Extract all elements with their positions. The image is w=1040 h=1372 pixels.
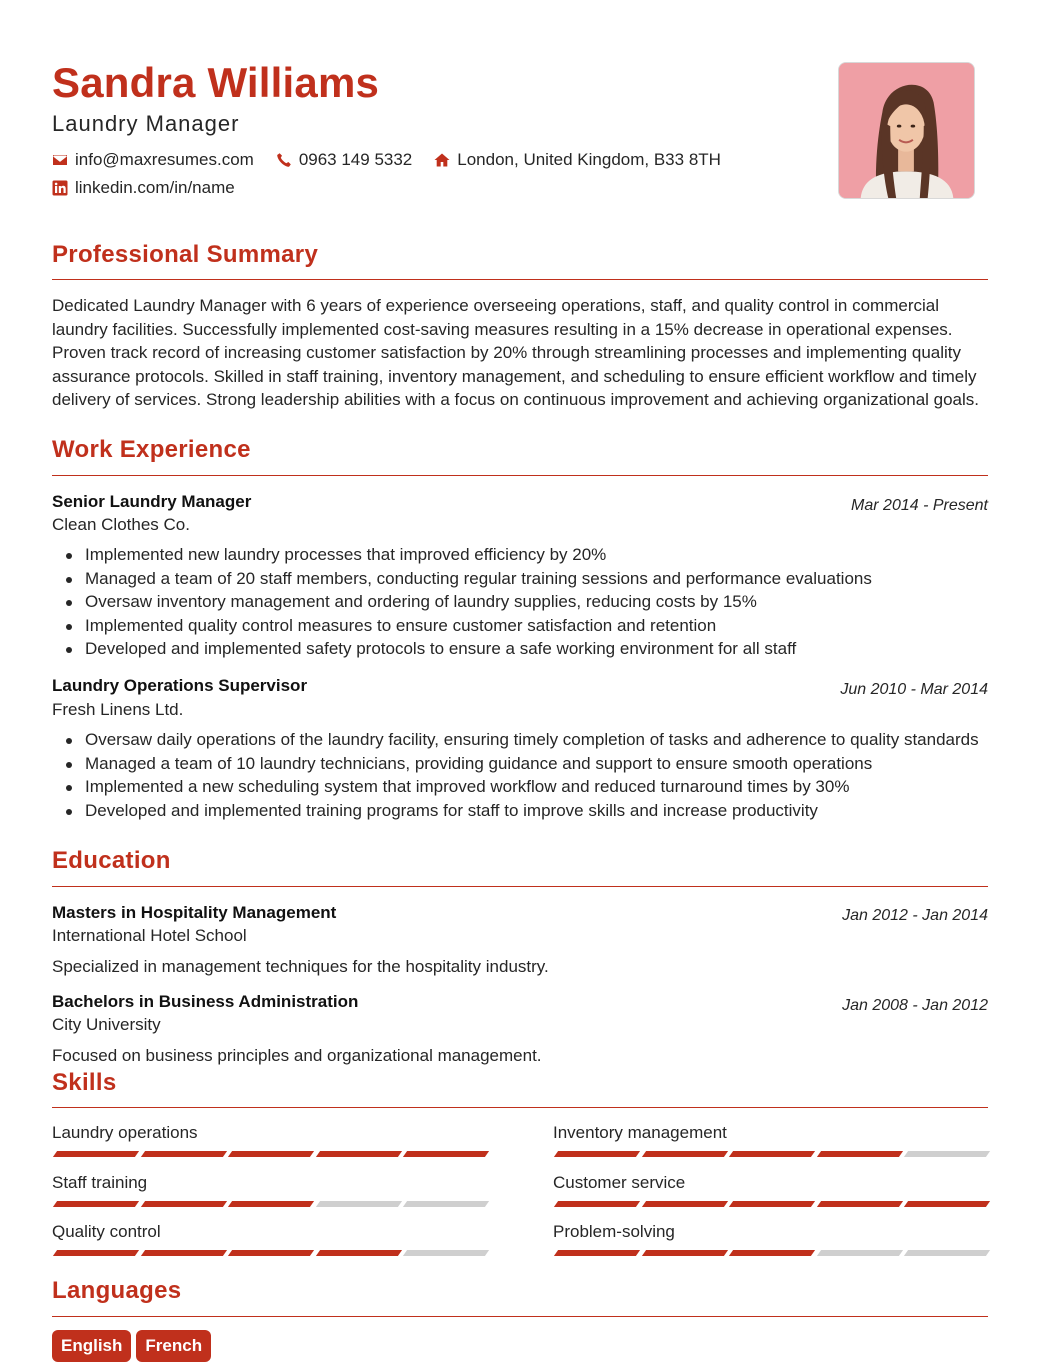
skill-level-segment bbox=[729, 1250, 815, 1256]
job-bullet: Oversaw daily operations of the laundry facility, ensuring timely completion of tasks and adherence to quality standards bbox=[64, 728, 984, 752]
skill-level-segment bbox=[641, 1250, 727, 1256]
skill-level-segment bbox=[140, 1201, 226, 1207]
skill-level-bar bbox=[553, 1201, 989, 1207]
skill-level-segment bbox=[53, 1201, 139, 1207]
skill-level-segment bbox=[641, 1201, 727, 1207]
job-bullet: Managed a team of 20 staff members, conducting regular training sessions and performance evaluations bbox=[64, 567, 984, 591]
skill-name: Inventory management bbox=[553, 1123, 727, 1142]
job-bullet: Managed a team of 10 laundry technicians, providing guidance and support to ensure smooth operations bbox=[64, 752, 984, 776]
skill-level-segment bbox=[816, 1201, 902, 1207]
skill-level-bar bbox=[52, 1151, 488, 1157]
degree-title: Bachelors in Business Administration bbox=[52, 992, 359, 1011]
job-bullets bbox=[64, 728, 984, 822]
linkedin-text: linkedin.com/in/name bbox=[75, 178, 235, 197]
job-bullet: Implemented a new scheduling system that improved workflow and reduced turnaround times by 30% bbox=[64, 775, 984, 799]
contact-row bbox=[52, 149, 743, 171]
skill-level-bar bbox=[553, 1250, 989, 1256]
skill-level-segment bbox=[53, 1250, 139, 1256]
language-list bbox=[52, 1330, 216, 1362]
skill-level-segment bbox=[228, 1250, 314, 1256]
skill-level-segment bbox=[403, 1201, 489, 1207]
education-date: Jan 2008 - Jan 2012 bbox=[842, 997, 988, 1014]
resume-page bbox=[52, 0, 988, 1372]
language-badge: English bbox=[52, 1330, 131, 1362]
degree-title: Masters in Hospitality Management bbox=[52, 903, 337, 922]
skill-level-segment bbox=[140, 1250, 226, 1256]
job-date: Mar 2014 - Present bbox=[851, 497, 988, 514]
skill-item bbox=[553, 1122, 989, 1144]
education-description: Focused on business principles and organizational management. bbox=[52, 1046, 542, 1065]
education-date: Jan 2012 - Jan 2014 bbox=[842, 907, 988, 924]
skill-level-segment bbox=[53, 1151, 139, 1157]
skill-level-segment bbox=[904, 1201, 990, 1207]
skill-level-segment bbox=[729, 1201, 815, 1207]
skill-level-segment bbox=[816, 1250, 902, 1256]
summary-heading: Professional Summary bbox=[52, 241, 319, 268]
skill-level-bar bbox=[52, 1201, 488, 1207]
skill-level-segment bbox=[403, 1250, 489, 1256]
skill-level-segment bbox=[403, 1151, 489, 1157]
skill-item bbox=[52, 1122, 488, 1144]
location-text: London, United Kingdom, B33 8TH bbox=[457, 150, 721, 169]
candidate-role: Laundry Manager bbox=[52, 111, 240, 136]
skill-item bbox=[52, 1172, 488, 1194]
job-title: Senior Laundry Manager bbox=[52, 492, 252, 511]
languages-heading: Languages bbox=[52, 1277, 182, 1304]
experience-heading: Work Experience bbox=[52, 436, 251, 463]
contact-linkedin[interactable] bbox=[52, 177, 235, 199]
job-bullet: Implemented quality control measures to ensure customer satisfaction and retention bbox=[64, 614, 984, 638]
skills-heading: Skills bbox=[52, 1069, 117, 1096]
skill-level-segment bbox=[729, 1151, 815, 1157]
skill-level-segment bbox=[315, 1151, 401, 1157]
skill-level-segment bbox=[904, 1151, 990, 1157]
skill-item bbox=[553, 1221, 989, 1243]
job-bullet: Implemented new laundry processes that improved efficiency by 20% bbox=[64, 543, 984, 567]
home-icon bbox=[434, 152, 450, 168]
skill-name: Quality control bbox=[52, 1222, 161, 1241]
language-badge: French bbox=[136, 1330, 211, 1362]
phone-icon bbox=[276, 152, 292, 168]
skill-name: Customer service bbox=[553, 1173, 686, 1192]
skill-level-segment bbox=[228, 1151, 314, 1157]
linkedin-icon bbox=[52, 180, 68, 196]
skill-level-segment bbox=[641, 1151, 727, 1157]
skill-level-segment bbox=[904, 1250, 990, 1256]
profile-photo bbox=[838, 62, 975, 199]
job-title: Laundry Operations Supervisor bbox=[52, 676, 308, 695]
skill-name: Staff training bbox=[52, 1173, 148, 1192]
envelope-icon bbox=[52, 152, 68, 168]
job-date: Jun 2010 - Mar 2014 bbox=[840, 681, 988, 698]
skill-level-segment bbox=[315, 1201, 401, 1207]
education-description: Specialized in management techniques for the hospitality industry. bbox=[52, 957, 549, 976]
contact-location bbox=[434, 149, 721, 171]
section-divider bbox=[52, 886, 988, 887]
job-bullet: Developed and implemented training programs for staff to improve skills and increase productivity bbox=[64, 799, 984, 823]
school-name: International Hotel School bbox=[52, 926, 247, 945]
email-text: info@maxresumes.com bbox=[75, 150, 254, 169]
section-divider bbox=[52, 1316, 988, 1317]
portrait-image bbox=[839, 63, 974, 198]
skill-level-segment bbox=[816, 1151, 902, 1157]
skill-level-segment bbox=[554, 1250, 640, 1256]
skill-level-bar bbox=[52, 1250, 488, 1256]
job-bullet: Developed and implemented safety protocols to ensure a safe working environment for all staff bbox=[64, 637, 984, 661]
skill-level-segment bbox=[554, 1201, 640, 1207]
candidate-name: Sandra Williams bbox=[52, 59, 380, 106]
contact-phone[interactable] bbox=[276, 149, 412, 171]
contact-email[interactable] bbox=[52, 149, 254, 171]
skill-name: Problem-solving bbox=[553, 1222, 675, 1241]
skill-level-segment bbox=[228, 1201, 314, 1207]
job-company: Clean Clothes Co. bbox=[52, 515, 190, 534]
skill-level-bar bbox=[553, 1151, 989, 1157]
section-divider bbox=[52, 279, 988, 280]
summary-text: Dedicated Laundry Manager with 6 years of experience overseeing operations, staff, and quality control in commercial laundry facilities. Successfully implemented cost-saving measures resulting in a 15% decrease in operational expenses. Proven track record of increasing customer satisfaction by 20% through streamlining processes and implementing quality assurance protocols. Skilled in staff training, inventory management, and scheduling to ensure efficient workflow and timely delivery of services. Strong leadership abilities with a focus on continuous improvement and achieving organizational goals. bbox=[52, 296, 980, 409]
school-name: City University bbox=[52, 1015, 161, 1034]
skill-name: Laundry operations bbox=[52, 1123, 198, 1142]
section-divider bbox=[52, 1107, 988, 1108]
education-heading: Education bbox=[52, 847, 171, 874]
section-divider bbox=[52, 475, 988, 476]
job-bullet: Oversaw inventory management and ordering of laundry supplies, reducing costs by 15% bbox=[64, 590, 984, 614]
skill-level-segment bbox=[554, 1151, 640, 1157]
job-company: Fresh Linens Ltd. bbox=[52, 700, 184, 719]
phone-text: 0963 149 5332 bbox=[298, 150, 413, 169]
skill-item bbox=[553, 1172, 989, 1194]
skill-item bbox=[52, 1221, 488, 1243]
skill-level-segment bbox=[315, 1250, 401, 1256]
contact-row bbox=[52, 177, 257, 199]
job-bullets bbox=[64, 543, 984, 661]
skill-level-segment bbox=[140, 1151, 226, 1157]
